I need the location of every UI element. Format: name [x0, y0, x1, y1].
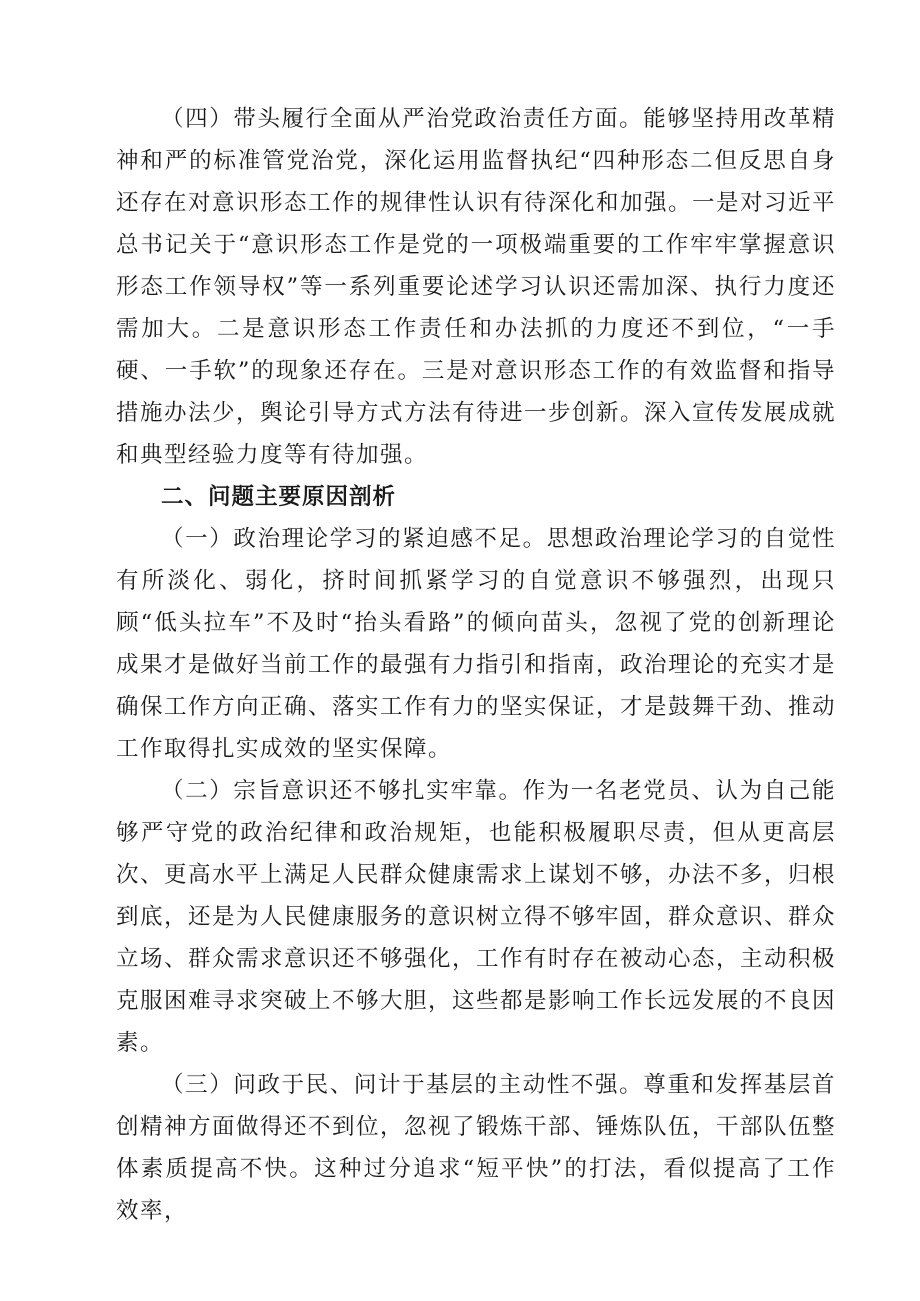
- paragraph-purpose-awareness: （二）宗旨意识还不够扎实牢靠。作为一名老党员、认为自己能够严守党的政治纪律和政治规矩，也能积极履职尽责，但从更高层次、更高水平上满足人民群众健康需求上谋划不够，办法不多，归根到底，还是为人民健康服务的意识树立得不够牢固，群众意识、群众立场、群众需求意识还不够强化，工作有时存在被动心态，主动积极克服困难寻求突破上不够大胆，这些都是影响工作长远发展的不良因素。: [116, 778, 837, 1056]
- paragraph-responsibility: （四）带头履行全面从严治党政治责任方面。能够坚持用改革精神和严的标准管党治党，深化运用监督执纪“四种形态二但反思自身还存在对意识形态工作的规律性认识有待深化和加强。一是对习近平总书记关于“意识形态工作是党的一项极端重要的工作牢牢掌握意识形态工作领导权”等一系列重要论述学习认识还需加深、执行力度还需加大。二是意识形态工作责任和办法抓的力度还不到位，“一手硬、一手软”的现象还存在。三是对意识形态工作的有效监督和指导措施办法少，舆论引导方式方法有待进一步创新。深入宣传发展成就和典型经验力度等有待加强。: [116, 106, 837, 468]
- section-heading: 二、问题主要原因剖析: [161, 484, 397, 510]
- paragraph-theory-study: （一）政治理论学习的紧迫感不足。思想政治理论学习的自觉性有所淡化、弱化，挤时间抓紧学习的自觉意识不够强烈，出现只顾“低头拉车”不及时“抬头看路”的倾向苗头，忽视了党的创新理论成果才是做好当前工作的最强有力指引和指南，政治理论的充实才是确保工作方向正确、落实工作有力的坚实保证，才是鼓舞干劲、推动工作取得扎实成效的坚实保障。: [116, 526, 837, 762]
- paragraph-grassroots-initiative: （三）问政于民、问计于基层的主动性不强。尊重和发挥基层首创精神方面做得还不到位，忽视了锻炼干部、锤炼队伍，干部队伍整体素质提高不快。这种过分追求“短平快”的打法，看似提高了工作效率，: [116, 1072, 837, 1224]
